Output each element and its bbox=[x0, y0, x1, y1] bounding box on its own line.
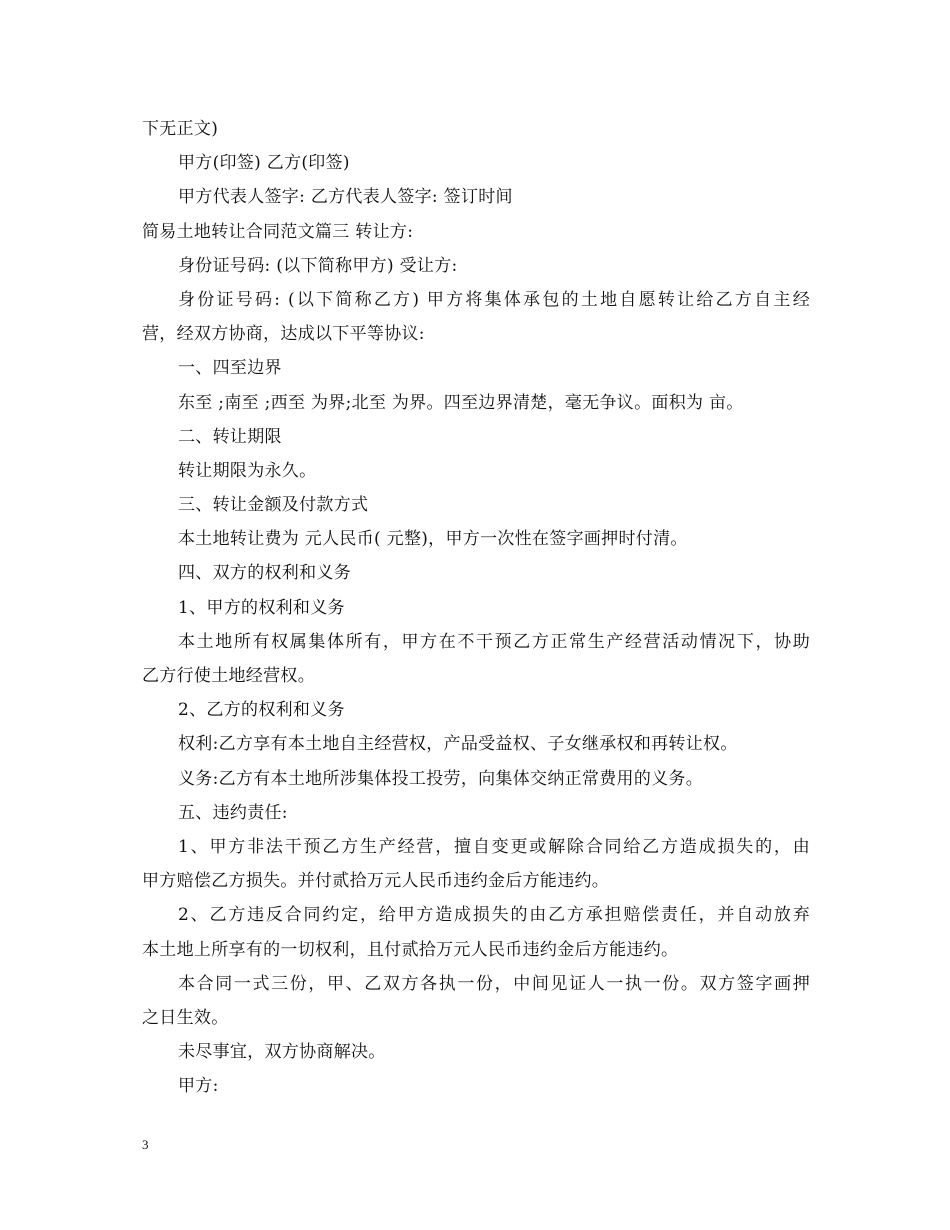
text-line: 本土地所有权属集体所有，甲方在不干预乙方正常生产经营活动情况下，协助 bbox=[178, 631, 810, 652]
text-line: 本土地上所享有的一切权利，且付贰拾万元人民币违约金后方能违约。 bbox=[142, 939, 679, 960]
document-body bbox=[142, 112, 810, 1103]
text-line: 未尽事宜，双方协商解决。 bbox=[178, 1042, 386, 1063]
clause-heading: 一、四至边界 bbox=[178, 358, 282, 379]
clause-heading: 五、违约责任: bbox=[178, 802, 288, 823]
section-heading: 简易土地转让合同范文篇三 转让方: bbox=[142, 221, 414, 242]
text-line: 1、甲方非法干预乙方生产经营，擅自变更或解除合同给乙方造成损失的，由 bbox=[178, 836, 810, 857]
sub-clause-heading: 1、甲方的权利和义务 bbox=[178, 597, 345, 618]
text-line: 东至 ;南至 ;西至 为界;北至 为界。四至边界清楚，毫无争议。面积为 亩。 bbox=[178, 392, 744, 413]
sub-clause-heading: 2、乙方的权利和义务 bbox=[178, 700, 345, 721]
page-number: 3 bbox=[142, 1137, 149, 1152]
text-line: 义务:乙方有本土地所涉集体投工投劳，向集体交纳正常费用的义务。 bbox=[178, 768, 704, 789]
text-line: 转让期限为永久。 bbox=[178, 460, 317, 481]
text-line: 甲方代表人签字: 乙方代表人签字: 签订时间 bbox=[178, 187, 513, 208]
text-line: 本合同一式三份，甲、乙双方各执一份，中间见证人一执一份。双方签字画押 bbox=[178, 973, 810, 994]
text-line: 甲方赔偿乙方损失。并付贰拾万元人民币违约金后方能违约。 bbox=[142, 871, 610, 892]
text-line: 本土地转让费为 元人民币( 元整)，甲方一次性在签字画押时付清。 bbox=[178, 529, 688, 550]
clause-heading: 三、转让金额及付款方式 bbox=[178, 495, 369, 516]
text-line: 身份证号码: (以下简称甲方) 受让方: bbox=[178, 255, 458, 276]
text-line: 甲方(印签) 乙方(印签) bbox=[178, 153, 350, 174]
signature-line: 甲方: bbox=[178, 1076, 219, 1097]
text-line: 下无正文) bbox=[142, 119, 219, 139]
text-line: 之日生效。 bbox=[142, 1007, 229, 1028]
text-line: 2、乙方违反合同约定，给甲方造成损失的由乙方承担赔偿责任，并自动放弃 bbox=[178, 905, 810, 926]
clause-heading: 二、转让期限 bbox=[178, 426, 282, 447]
text-line: 权利:乙方享有本土地自主经营权，产品受益权、子女继承权和再转让权。 bbox=[178, 734, 738, 755]
text-line: 乙方行使土地经营权。 bbox=[142, 666, 315, 686]
clause-heading: 四、双方的权利和义务 bbox=[178, 563, 351, 584]
text-line: 身份证号码: (以下简称乙方) 甲方将集体承包的土地自愿转让给乙方自主经 bbox=[178, 289, 810, 310]
text-line: 营，经双方协商，达成以下平等协议: bbox=[142, 324, 425, 345]
